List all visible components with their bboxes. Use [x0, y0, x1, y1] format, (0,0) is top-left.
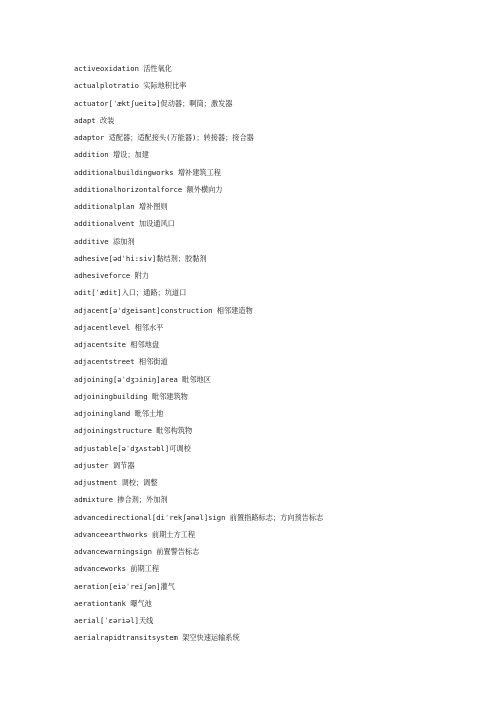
glossary-entry: actualplotratio 实际地积比率	[74, 81, 187, 91]
glossary-entry: adjacentstreet 相邻街道	[74, 357, 168, 367]
glossary-entry: admixture 掺合剂；外加剂	[74, 495, 168, 505]
glossary-entry: advanceearthworks 前期土方工程	[74, 529, 196, 539]
glossary-entry: advancedirectional[diˈrekʃənəl]sign 前置指路标志；方向预告标志	[74, 512, 324, 522]
glossary-entry: aerialrapidtransitsystem 架空快速运输系统	[74, 633, 240, 643]
glossary-entry: addition 增设；加建	[74, 150, 149, 160]
glossary-entry: adjoiningland 毗邻土地	[74, 409, 164, 418]
glossary-entry: aeration[eiəˈreiʃən]灌气	[74, 581, 175, 591]
glossary-list	[74, 60, 484, 647]
glossary-entry: adjuster 调节器	[74, 460, 135, 470]
glossary-entry: adjoiningbuilding 毗邻建筑物	[74, 391, 188, 401]
glossary-entry: adjoining[əˈdʒɔiniŋ]area 毗邻地区	[74, 374, 211, 384]
glossary-entry: additionalplan 增补图则	[74, 202, 168, 211]
glossary-entry: adjoiningstructure 毗邻构筑物	[74, 426, 193, 436]
glossary-entry: additionalbuildingworks 增补建筑工程	[74, 167, 221, 177]
glossary-entry: activeoxidation 活性氧化	[74, 64, 172, 73]
glossary-entry: adjacentlevel 相邻水平	[74, 322, 164, 332]
glossary-entry: aerationtank 曝气池	[74, 598, 152, 608]
glossary-entry: adjacent[əˈdʒeisənt]construction 相邻建造物	[74, 305, 253, 315]
glossary-entry: advancewarningsign 前置警告标志	[74, 547, 200, 556]
glossary-entry: aerial[ˈɛəriəl]天线	[74, 616, 154, 625]
glossary-entry: adjustment 调校；调整	[74, 478, 158, 487]
glossary-entry: adapt 改装	[74, 115, 115, 125]
glossary-entry: adjacentsite 相邻地盘	[74, 340, 160, 349]
glossary-entry: adaptor 适配器；适配接头(万能器)；转接器；接合器	[74, 133, 254, 142]
glossary-entry: actuator[ˈæktʃueitə]促动器；啊筒；激发器	[74, 98, 233, 108]
glossary-entry: advanceworks 前期工程	[74, 564, 160, 574]
glossary-entry: additive 添加剂	[74, 236, 135, 246]
glossary-entry: adhesive[ədˈhi:siv]黏结剂；胶黏剂	[74, 253, 207, 263]
glossary-entry: adit[ˈædit]入口；通路；坑道口	[74, 288, 187, 298]
glossary-entry: additionalhorizontalforce 额外横向力	[74, 184, 223, 194]
glossary-entry: additionalvent 加设通风口	[74, 219, 175, 229]
glossary-entry: adjustable[əˈdʒʌstəbl]可调校	[74, 443, 191, 453]
glossary-entry: adhesiveforce 附力	[74, 271, 149, 280]
